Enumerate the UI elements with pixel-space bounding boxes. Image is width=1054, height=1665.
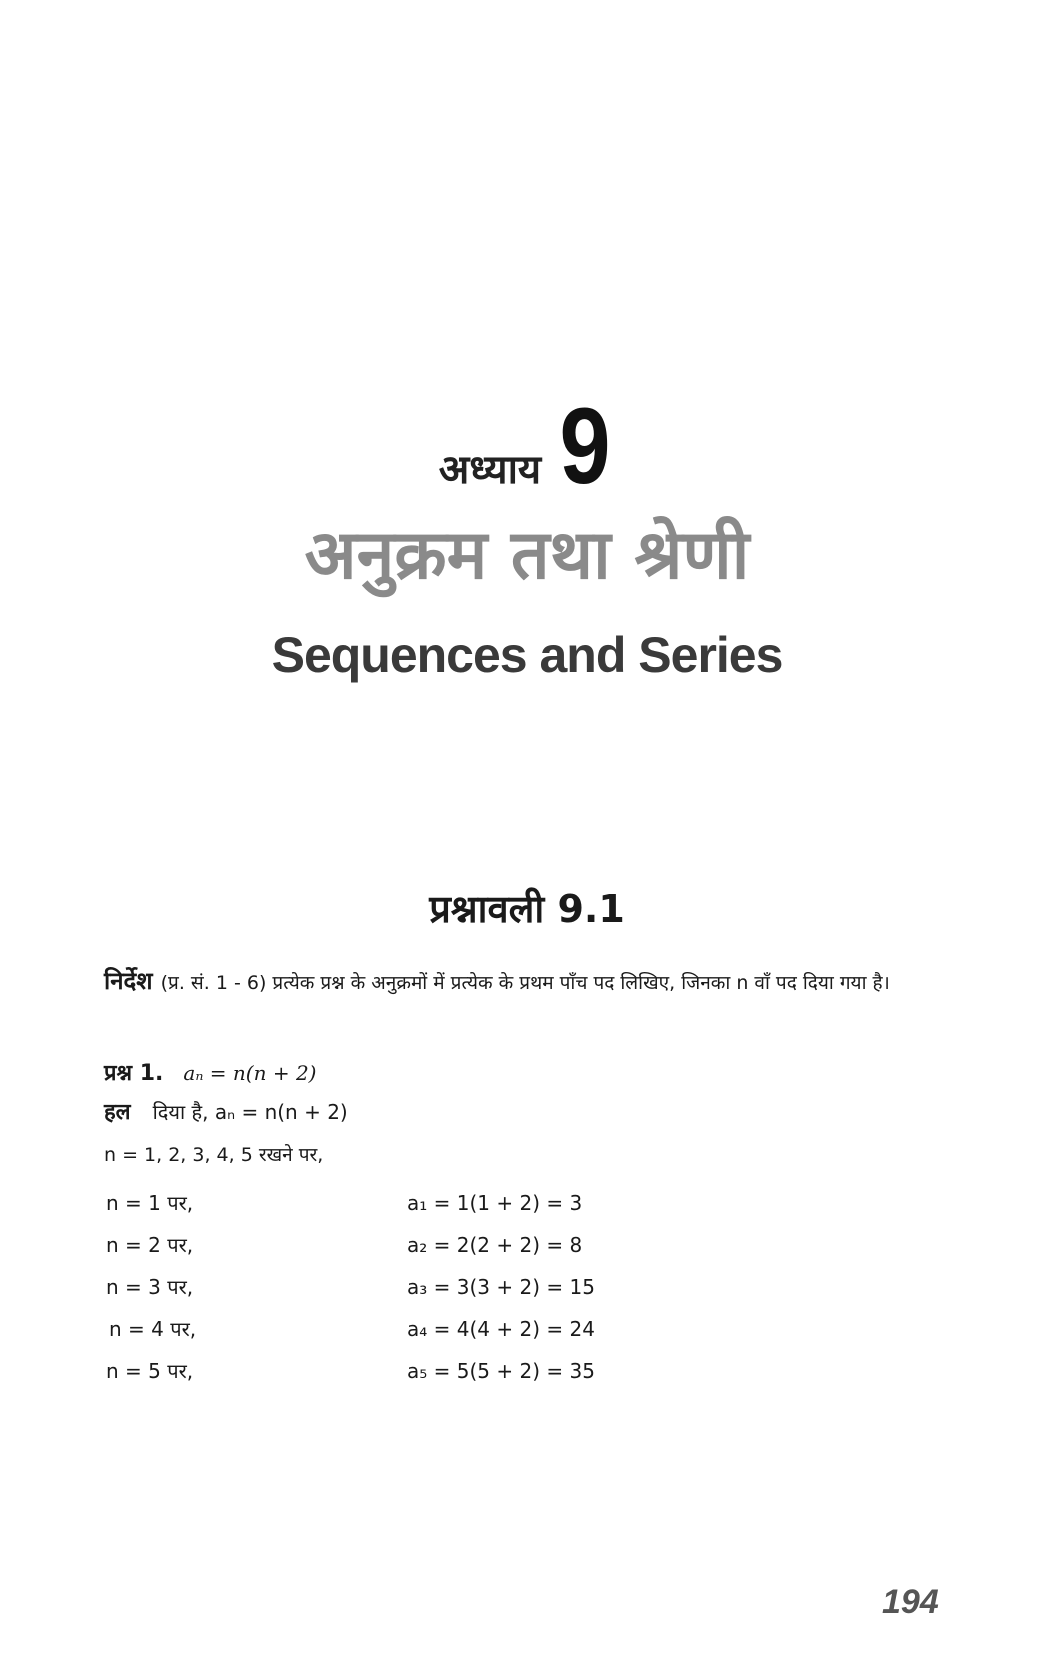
solution-row-left: n = 4 पर, [109, 1317, 197, 1341]
directions-paragraph [104, 965, 954, 1000]
chapter-title-english: Sequences and Series [271, 627, 783, 683]
solution-row-right: a₅ = 5(5 + 2) = 35 [407, 1359, 595, 1383]
chapter-word: अध्याय [438, 447, 542, 493]
directions-text: (प्र. सं. 1 - 6) प्रत्येक प्रश्न के अनुक्रमों में प्रत्येक के प्रथम पाँच पद लिखिए, जिनका n वाँ पद दिया गया है। [160, 972, 890, 994]
solution-label: हल [104, 1100, 131, 1125]
chapter-heading [0, 385, 1054, 506]
solution-given [104, 1102, 348, 1124]
chapter-number: 9 [559, 385, 611, 506]
solution-given-text: दिया है, aₙ = n(n + 2) [152, 1100, 348, 1124]
solution-row-right: a₂ = 2(2 + 2) = 8 [407, 1233, 583, 1257]
solution-row-right: a₄ = 4(4 + 2) = 24 [407, 1317, 595, 1341]
question-1 [104, 1063, 316, 1085]
solution-row-left: n = 3 पर, [106, 1275, 194, 1299]
solution-row-left: n = 5 पर, [106, 1359, 194, 1383]
chapter-title-hindi: अनुक्रम तथा श्रेणी [304, 516, 750, 595]
page-number: 194 [882, 1583, 939, 1621]
solution-row-left: n = 1 पर, [106, 1191, 194, 1215]
solution-row-right: a₃ = 3(3 + 2) = 15 [407, 1275, 595, 1299]
solution-row-left: n = 2 पर, [106, 1233, 194, 1257]
solution-row-right: a₁ = 1(1 + 2) = 3 [407, 1191, 583, 1215]
question-label: प्रश्न 1. [104, 1061, 164, 1086]
exercise-title: प्रश्नावली 9.1 [429, 887, 625, 931]
question-formula: aₙ = n(n + 2) [183, 1061, 317, 1085]
solution-substitution: n = 1, 2, 3, 4, 5 रखने पर, [104, 1144, 324, 1166]
directions-label: निर्देश [104, 967, 153, 995]
